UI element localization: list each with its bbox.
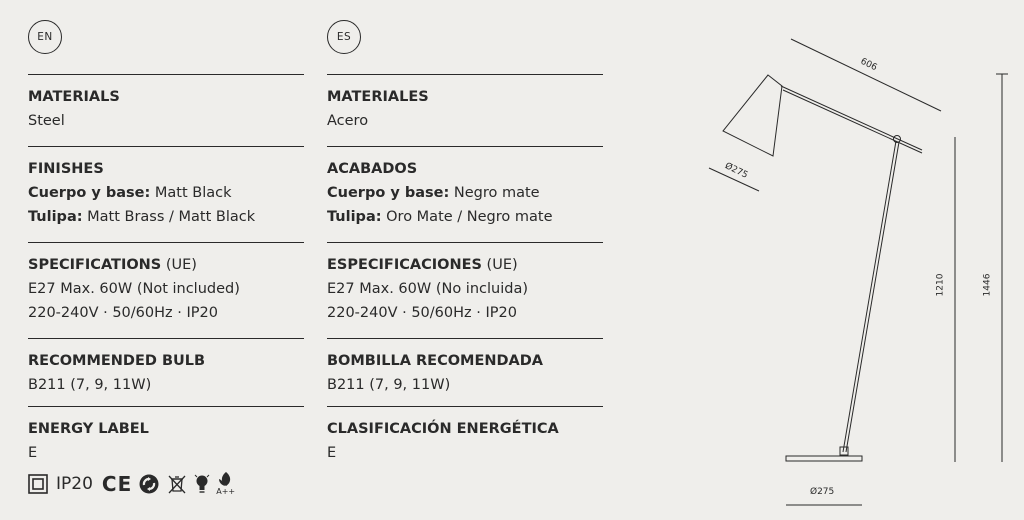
materials-section (28, 74, 304, 146)
especificaciones-line-2: 220-240V · 50/60Hz · IP20 (327, 305, 517, 321)
especificaciones-heading-line (327, 253, 603, 277)
materiales-value: Acero (327, 113, 369, 129)
energy-value: E (28, 445, 38, 461)
lamp-arm (781, 86, 922, 150)
materials-heading: MATERIALS (28, 89, 120, 105)
bombilla-section (327, 338, 603, 406)
finish-body-label: Cuerpo y base: (28, 185, 151, 201)
language-badge-en[interactable]: EN (28, 20, 62, 54)
lamp-technical-drawing (664, 0, 1024, 520)
certification-icons (28, 471, 304, 496)
bombilla-value: B211 (7, 9, 11W) (327, 377, 451, 393)
acabados-heading: ACABADOS (327, 161, 418, 177)
bulb-value: B211 (7, 9, 11W) (28, 377, 152, 393)
acabado-body-label: Cuerpo y base: (327, 185, 450, 201)
finishes-section (28, 146, 304, 242)
acabados-section (327, 146, 603, 242)
finish-shade-line (28, 205, 304, 229)
leaf-icon (217, 471, 235, 487)
especificaciones-suffix: (UE) (481, 257, 518, 273)
energy-class-text: A++ (216, 487, 236, 496)
language-badge-es[interactable]: ES (327, 20, 361, 54)
materiales-heading: MATERIALES (327, 89, 429, 105)
width-dimension-label: 606 (858, 56, 879, 74)
specifications-section (28, 242, 304, 338)
lamp-base (786, 456, 862, 461)
spanish-column (327, 74, 603, 465)
specifications-heading-line (28, 253, 304, 277)
especificaciones-line-1: E27 Max. 60W (No incluida) (327, 281, 528, 297)
specifications-line-1: E27 Max. 60W (Not included) (28, 281, 240, 297)
finish-shade-value: Matt Brass / Matt Black (82, 209, 256, 225)
especificaciones-heading: ESPECIFICACIONES (327, 257, 482, 273)
acabado-shade-value: Oro Mate / Negro mate (381, 209, 553, 225)
english-column (28, 74, 304, 496)
finish-body-value: Matt Black (150, 185, 232, 201)
specifications-heading: SPECIFICATIONS (28, 257, 162, 273)
especificaciones-section (327, 242, 603, 338)
energy-heading: ENERGY LABEL (28, 421, 149, 437)
width-dimension-line (791, 39, 941, 111)
specifications-suffix: (UE) (161, 257, 197, 273)
specifications-line-2: 220-240V · 50/60Hz · IP20 (28, 305, 218, 321)
clasificacion-value: E (327, 445, 337, 461)
clasificacion-section (327, 406, 603, 465)
acabado-body-value: Negro mate (449, 185, 540, 201)
acabado-body-line (327, 181, 603, 205)
lamp-stem-left (843, 141, 896, 452)
bulb-icon (194, 473, 210, 495)
ip-rating-text: IP20 (56, 473, 93, 494)
lamp-stem-right (846, 142, 899, 452)
class-ii-icon (28, 474, 48, 494)
finish-shade-label: Tulipa: (28, 209, 83, 225)
finishes-heading: FINISHES (28, 161, 104, 177)
green-dot-icon (138, 473, 160, 495)
materiales-section (327, 74, 603, 146)
acabado-shade-label: Tulipa: (327, 209, 382, 225)
materials-value: Steel (28, 113, 65, 129)
bulb-section (28, 338, 304, 406)
lamp-arm-edge (783, 90, 922, 153)
acabado-shade-line (327, 205, 603, 229)
bombilla-heading: BOMBILLA RECOMENDADA (327, 353, 544, 369)
energy-section (28, 406, 304, 496)
finish-body-line (28, 181, 304, 205)
total-height-dimension-label: 1446 (982, 273, 993, 297)
energy-class-badge (216, 471, 235, 496)
base-diameter-label: Ø275 (810, 487, 835, 497)
bulb-heading: RECOMMENDED BULB (28, 353, 206, 369)
height-dimension-label: 1210 (935, 273, 946, 297)
clasificacion-heading: CLASIFICACIÓN ENERGÉTICA (327, 421, 559, 437)
ce-mark-icon: CE (101, 471, 133, 496)
lamp-shade (723, 75, 782, 156)
weee-bin-icon (166, 473, 188, 495)
shade-diameter-label: Ø275 (723, 161, 750, 181)
